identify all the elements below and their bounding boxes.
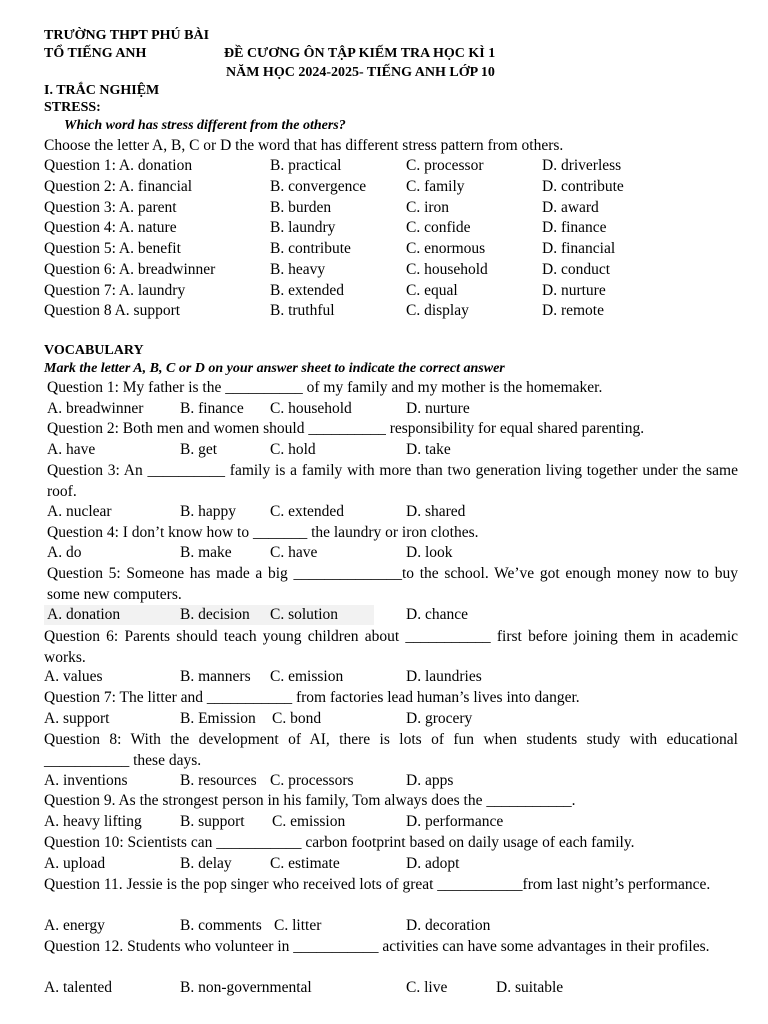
stress-q7: Question 7: A. laundry bbox=[44, 282, 186, 299]
vocab-q9-option-d: D. performance bbox=[406, 813, 504, 830]
vocab-q3-option-a: A. nuclear bbox=[47, 503, 112, 520]
vocab-q7: Question 7: The litter and ___________ from factories lead human’s lives into danger. bbox=[44, 689, 580, 706]
stress-q2: Question 2: A. financial bbox=[44, 178, 193, 195]
vocab-q4-option-b: B. make bbox=[180, 544, 232, 561]
stress-q3-option-d: D. award bbox=[542, 199, 599, 216]
document-subtitle: NĂM HỌC 2024-2025- TIẾNG ANH LỚP 10 bbox=[226, 65, 495, 80]
vocab-q9-option-c: C. emission bbox=[272, 813, 346, 830]
department-name: TỔ TIẾNG ANH bbox=[44, 46, 147, 61]
stress-q5-option-d: D. financial bbox=[542, 240, 616, 257]
vocab-q12: Question 12. Students who volunteer in ___________ activities can have some advantages in their profiles. bbox=[44, 938, 710, 955]
vocab-q7-option-d: D. grocery bbox=[406, 710, 473, 727]
vocab-q3-option-d: D. shared bbox=[406, 503, 466, 520]
vocab-q2-option-c: C. hold bbox=[270, 441, 316, 458]
stress-q6-option-d: D. conduct bbox=[542, 261, 611, 278]
stress-q8-option-b: B. truthful bbox=[270, 302, 335, 319]
stress-q5: Question 5: A. benefit bbox=[44, 240, 181, 257]
stress-q6: Question 6: A. breadwinner bbox=[44, 261, 216, 278]
vocab-q6-option-a: A. values bbox=[44, 668, 103, 685]
stress-q5-option-c: C. enormous bbox=[406, 240, 486, 257]
vocab-q6-option-d: D. laundries bbox=[406, 668, 482, 685]
vocab-q3: Question 3: An __________ family is a family with more than two generation living together under the same roof. bbox=[47, 462, 738, 500]
vocab-q11: Question 11. Jessie is the pop singer who received lots of great ___________from last night’s performance. bbox=[44, 876, 711, 893]
stress-q4-option-d: D. finance bbox=[542, 219, 607, 236]
vocab-q2-option-a: A. have bbox=[47, 441, 96, 458]
stress-q4: Question 4: A. nature bbox=[44, 219, 177, 236]
stress-q4-option-c: C. confide bbox=[406, 219, 471, 236]
vocab-q5-option-c: C. solution bbox=[270, 606, 339, 623]
vocab-q1: Question 1: My father is the __________ of my family and my mother is the homemaker. bbox=[47, 379, 603, 396]
vocab-q5-option-a: A. donation bbox=[47, 606, 121, 623]
vocab-q8-option-c: C. processors bbox=[270, 772, 354, 789]
vocab-q1-option-b: B. finance bbox=[180, 400, 244, 417]
stress-instruction: Choose the letter A, B, C or D the word that has different stress pattern from others. bbox=[44, 137, 564, 154]
stress-question: Which word has stress different from the others? bbox=[64, 118, 346, 133]
vocab-q4-option-c: C. have bbox=[270, 544, 318, 561]
school-name: TRƯỜNG THPT PHÚ BÀI bbox=[44, 28, 210, 43]
vocab-q3-option-c: C. extended bbox=[270, 503, 345, 520]
vocab-q7-option-b: B. Emission bbox=[180, 710, 256, 727]
vocab-q12-option-c: C. live bbox=[406, 979, 448, 996]
stress-q2-option-c: C. family bbox=[406, 178, 465, 195]
stress-q8: Question 8 A. support bbox=[44, 302, 181, 319]
stress-heading: STRESS: bbox=[44, 100, 101, 115]
vocab-q1-option-d: D. nurture bbox=[406, 400, 470, 417]
vocab-q2: Question 2: Both men and women should __________ responsibility for equal shared parenting. bbox=[47, 420, 645, 437]
vocab-q12-option-d: D. suitable bbox=[496, 979, 564, 996]
vocab-q10-option-d: D. adopt bbox=[406, 855, 460, 872]
vocab-q6-option-c: C. emission bbox=[270, 668, 344, 685]
vocabulary-instruction: Mark the letter A, B, C or D on your answer sheet to indicate the correct answer bbox=[44, 361, 505, 376]
stress-q4-option-b: B. laundry bbox=[270, 219, 336, 236]
vocab-q9-option-a: A. heavy lifting bbox=[44, 813, 142, 830]
vocab-q6-option-b: B. manners bbox=[180, 668, 251, 685]
vocab-q9: Question 9. As the strongest person in his family, Tom always does the ___________. bbox=[44, 792, 576, 809]
vocab-q1-option-c: C. household bbox=[270, 400, 352, 417]
vocab-q10-option-c: C. estimate bbox=[270, 855, 340, 872]
vocab-q4-option-d: D. look bbox=[406, 544, 453, 561]
stress-q7-option-c: C. equal bbox=[406, 282, 458, 299]
vocab-q4-option-a: A. do bbox=[47, 544, 82, 561]
vocab-q2-option-d: D. take bbox=[406, 441, 451, 458]
vocab-q10: Question 10: Scientists can ___________ carbon footprint based on daily usage of each family. bbox=[44, 834, 635, 851]
vocab-q2-option-b: B. get bbox=[180, 441, 218, 458]
vocab-q5-option-d: D. chance bbox=[406, 606, 468, 623]
stress-q2-option-d: D. contribute bbox=[542, 178, 624, 195]
vocab-q7-option-c: C. bond bbox=[272, 710, 322, 727]
stress-q7-option-b: B. extended bbox=[270, 282, 345, 299]
vocab-q12-option-a: A. talented bbox=[44, 979, 113, 996]
vocab-q11-option-c: C. litter bbox=[274, 917, 322, 934]
vocab-q5-option-b: B. decision bbox=[180, 606, 250, 623]
stress-q1-option-b: B. practical bbox=[270, 157, 342, 174]
vocab-q7-option-a: A. support bbox=[44, 710, 110, 727]
vocab-q8-option-b: B. resources bbox=[180, 772, 257, 789]
vocab-q10-option-b: B. delay bbox=[180, 855, 232, 872]
stress-q1: Question 1: A. donation bbox=[44, 157, 193, 174]
stress-q8-option-d: D. remote bbox=[542, 302, 604, 319]
stress-q1-option-d: D. driverless bbox=[542, 157, 622, 174]
stress-q6-option-b: B. heavy bbox=[270, 261, 326, 278]
document-title: ĐỀ CƯƠNG ÔN TẬP KIẾM TRA HỌC KÌ 1 bbox=[224, 46, 496, 61]
vocab-q8-option-a: A. inventions bbox=[44, 772, 128, 789]
stress-q6-option-c: C. household bbox=[406, 261, 488, 278]
vocab-q8-option-d: D. apps bbox=[406, 772, 454, 789]
vocab-q8: Question 8: With the development of AI, there is lots of fun when students study with educational ___________ these days. bbox=[44, 731, 738, 769]
vocabulary-heading: VOCABULARY bbox=[44, 343, 144, 358]
stress-q5-option-b: B. contribute bbox=[270, 240, 351, 257]
stress-q3-option-c: C. iron bbox=[406, 199, 450, 216]
vocab-q3-option-b: B. happy bbox=[180, 503, 236, 520]
vocab-q5: Question 5: Someone has made a big ______________to the school. We’ve got enough money now to buy some new computers. bbox=[47, 565, 738, 603]
vocab-q10-option-a: A. upload bbox=[44, 855, 106, 872]
section-heading: I. TRẮC NGHIỆM bbox=[44, 83, 160, 98]
vocab-q11-option-a: A. energy bbox=[44, 917, 105, 934]
vocab-q9-option-b: B. support bbox=[180, 813, 245, 830]
stress-q3-option-b: B. burden bbox=[270, 199, 332, 216]
stress-q7-option-d: D. nurture bbox=[542, 282, 606, 299]
stress-q2-option-b: B. convergence bbox=[270, 178, 367, 195]
vocab-q12-option-b: B. non-governmental bbox=[180, 979, 312, 996]
vocab-q11-option-b: B. comments bbox=[180, 917, 262, 934]
stress-q1-option-c: C. processor bbox=[406, 157, 484, 174]
vocab-q6: Question 6: Parents should teach young children about ___________ first before joining them in academic works. bbox=[44, 628, 738, 666]
vocab-q1-option-a: A. breadwinner bbox=[47, 400, 144, 417]
vocab-q4: Question 4: I don’t know how to _______ the laundry or iron clothes. bbox=[47, 524, 479, 541]
stress-q3: Question 3: A. parent bbox=[44, 199, 177, 216]
vocab-q11-option-d: D. decoration bbox=[406, 917, 491, 934]
stress-q8-option-c: C. display bbox=[406, 302, 469, 319]
